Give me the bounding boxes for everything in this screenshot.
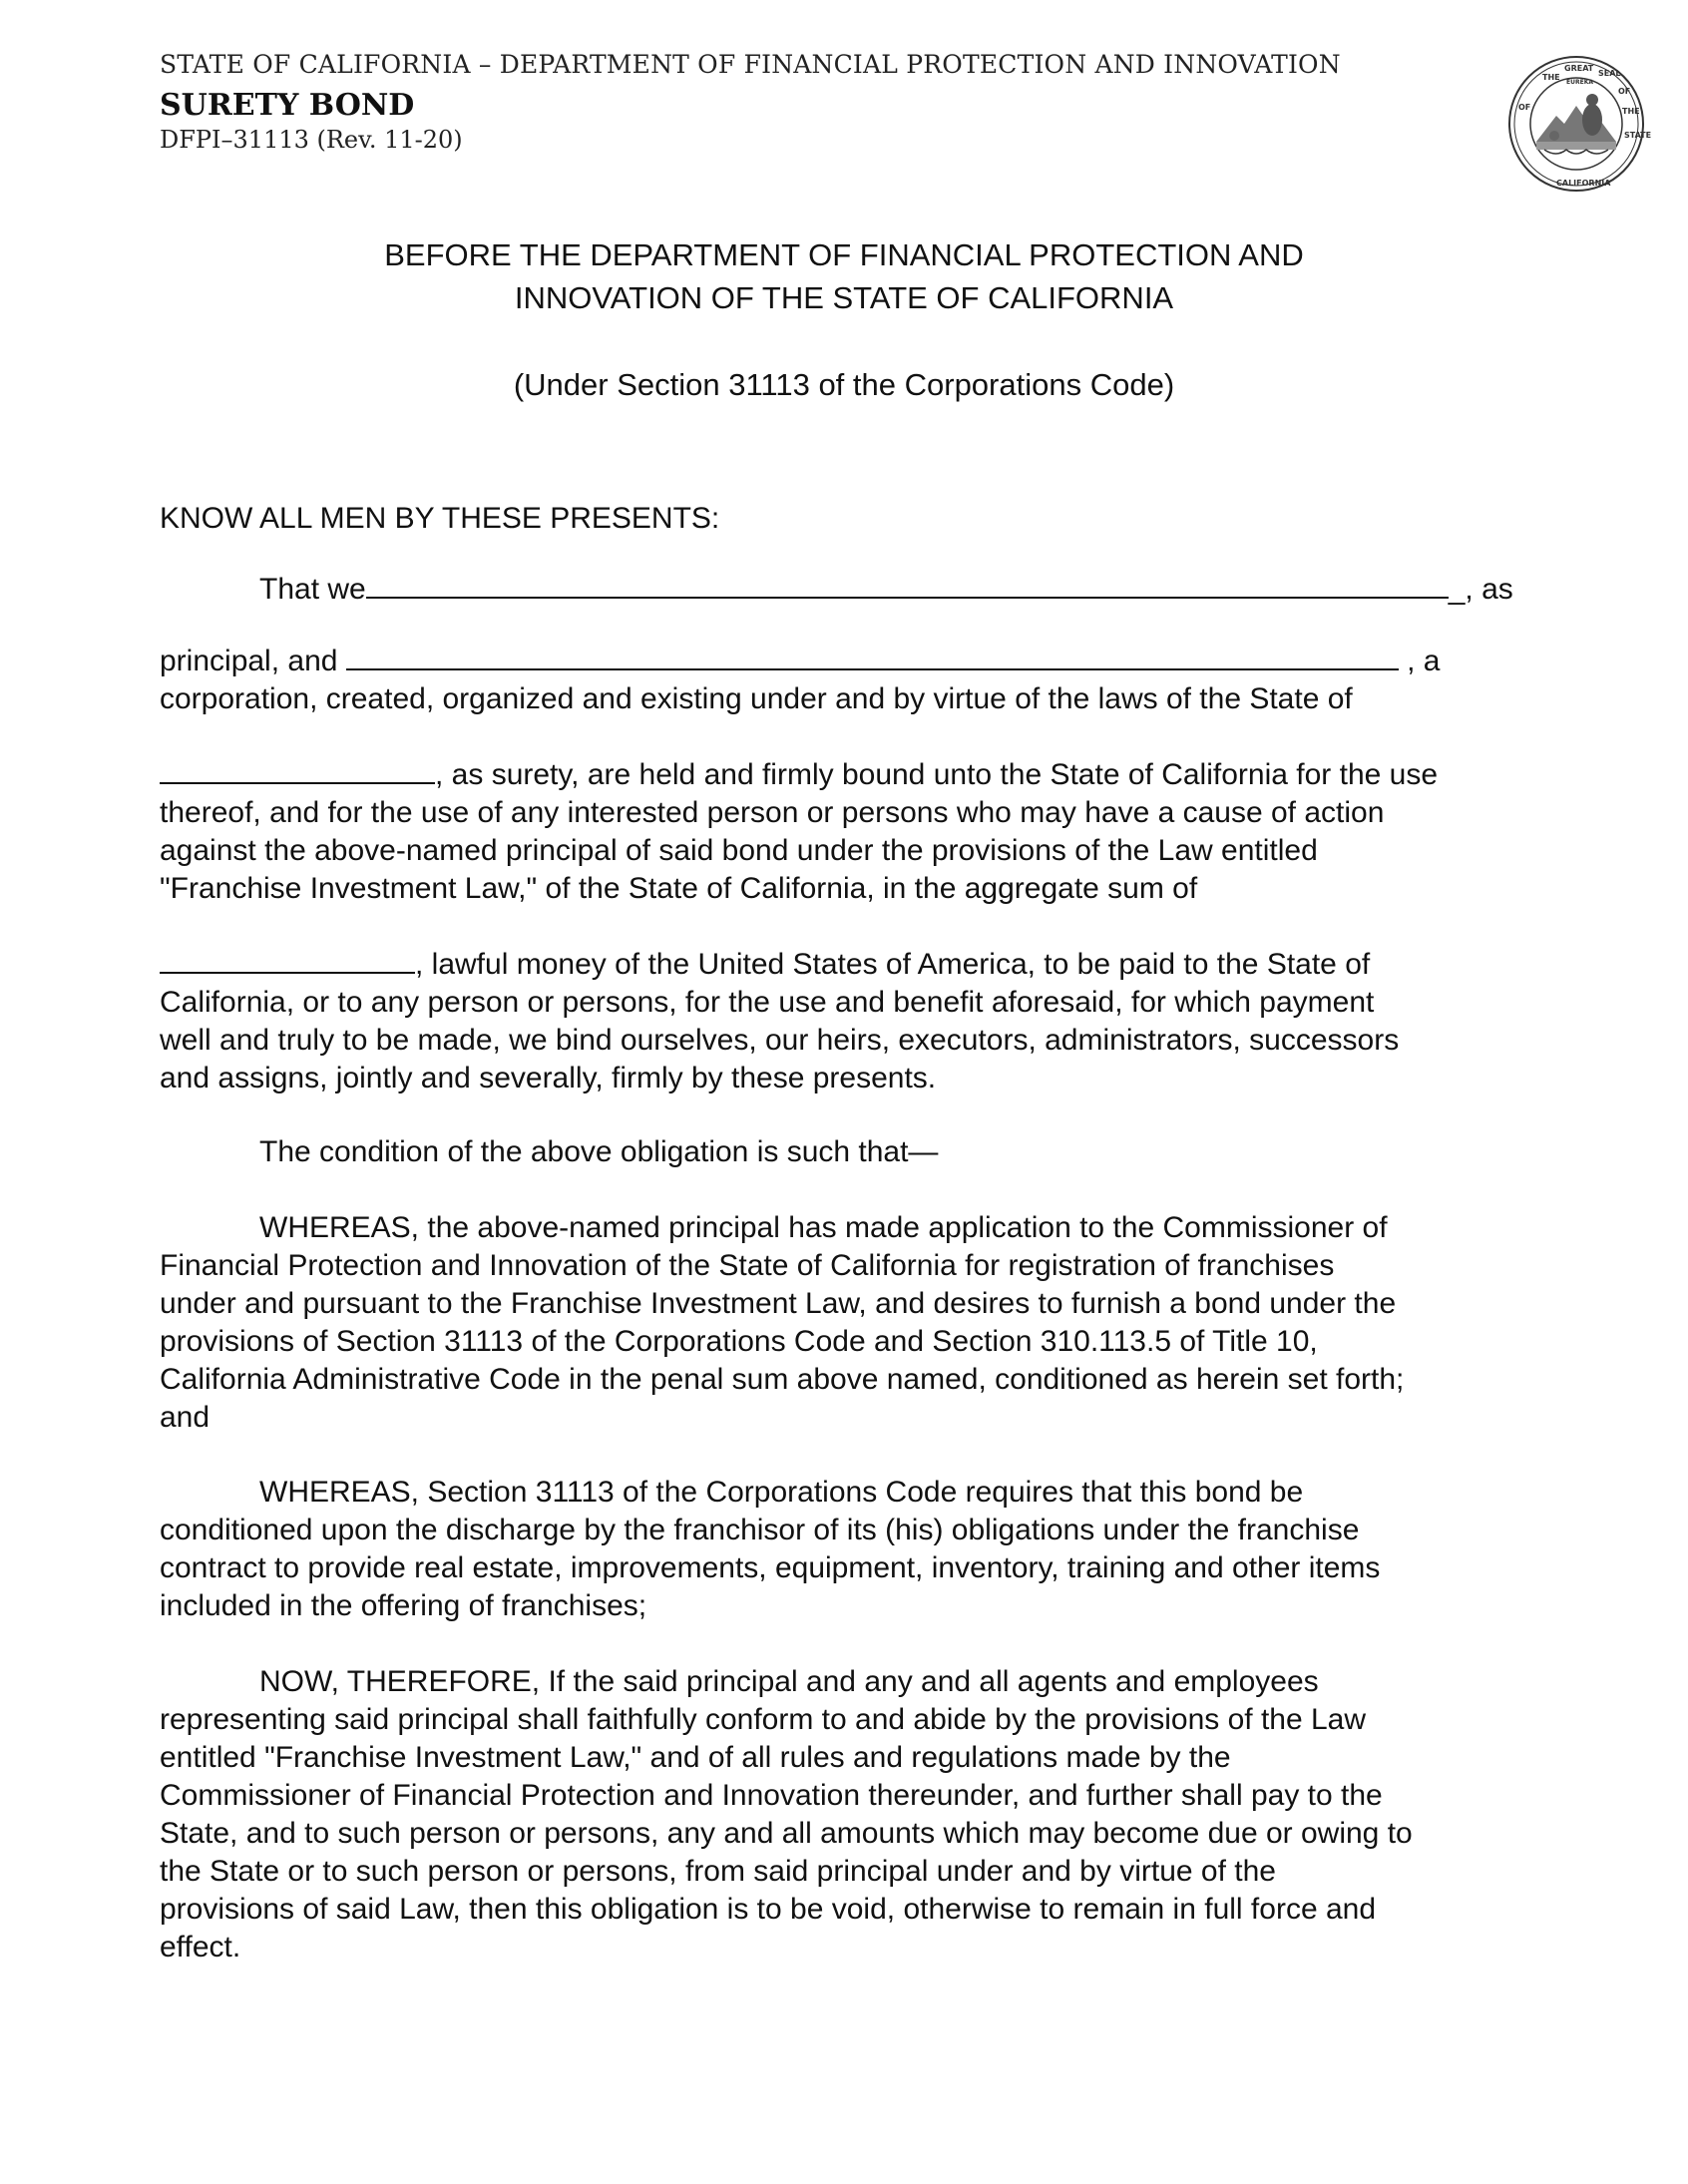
form-number: DFPI–31113 (Rev. 11-20) [160, 126, 463, 154]
heading-line-1: BEFORE THE DEPARTMENT OF FINANCIAL PROTECTION AND [384, 237, 1304, 272]
svg-text:EUREKA: EUREKA [1566, 79, 1593, 86]
svg-text:CALIFORNIA: CALIFORNIA [1556, 179, 1611, 188]
california-seal-icon [1506, 54, 1652, 194]
heading-line-2: INNOVATION OF THE STATE OF CALIFORNIA [514, 280, 1174, 315]
svg-text:OF: OF [1518, 103, 1531, 112]
paragraph-principal: That we _, as [160, 569, 1556, 609]
state-of-incorporation-field[interactable] [160, 754, 435, 784]
agency-header: STATE OF CALIFORNIA – DEPARTMENT OF FINANCIAL PROTECTION AND INNOVATION [160, 50, 1341, 79]
paragraph-now-therefore: NOW, THEREFORE, If the said principal and any and all agents and employees representing said principal shall faithfully conform to and abide by the provisions of the Law entitled "Franchise Investment Law," and of all rules and regulations made by the Commissioner of Financial Protection and Innovation thereunder, and further shall pay to the State, and to such person or persons, any and all amounts which may become due or owing to the State or to such person or persons, from said principal under and by virtue of the provisions of said Law, then this obligation is to be void, otherwise to remain in full force and effect. [160, 1665, 1413, 1964]
svg-text:OF: OF [1618, 87, 1631, 96]
surety-name-field[interactable] [346, 641, 1399, 670]
know-all-heading: KNOW ALL MEN BY THESE PRESENTS: [160, 502, 720, 535]
bond-amount-field[interactable] [160, 944, 415, 974]
paragraph-whereas-2: WHEREAS, Section 31113 of the Corporations Code requires that this bond be conditioned upon the discharge by the franchisor of its (his) obligations under the franchise contract to provide real estate, improvements, equipment, inventory, training and other items included in the offering of franchises; [160, 1476, 1381, 1622]
principal-name-field[interactable] [366, 569, 1449, 599]
paragraph-condition: The condition of the above obligation is such that— [259, 1135, 939, 1168]
svg-text:STATE: STATE [1624, 131, 1652, 140]
svg-text:THE: THE [1622, 107, 1640, 116]
paragraph-whereas-1: WHEREAS, the above-named principal has made application to the Commissioner of Financial Protection and Innovation of the State of California for registration of franchises under and pursuant to the Franchise Investment Law, and desires to furnish a bond under the provisions of Section 31113 of the Corporations Code and Section 310.113.5 of Title 10, California Administrative Code in the penal sum above named, conditioned as herein set forth; and [160, 1211, 1405, 1434]
paragraph-surety-corp: principal, and , a corporation, created, organized and existing under and by virtue of the laws of the State of [160, 641, 1556, 718]
paragraph-sum: , lawful money of the United States of America, to be paid to the State of California, or to any person or persons, for the use and benefit aforesaid, for which payment well and truly to be made, we bind ourselves, our heirs, executors, administrators, successors and assigns, jointly and severally, firmly by these presents. [160, 944, 1556, 1097]
paragraph-surety-bound: , as surety, are held and firmly bound unto the State of California for the use thereof, and for the use of any interested person or persons who may have a cause of action against the above-named principal of said bond under the provisions of the Law entitled "Franchise Investment Law," of the State of California, in the aggregate sum of [160, 754, 1556, 908]
form-title: SURETY BOND [160, 88, 415, 123]
heading-subtitle: (Under Section 31113 of the Corporations Code) [513, 367, 1175, 402]
svg-text:SEAL: SEAL [1598, 69, 1621, 78]
svg-text:THE: THE [1542, 73, 1560, 82]
svg-text:GREAT: GREAT [1564, 64, 1594, 73]
